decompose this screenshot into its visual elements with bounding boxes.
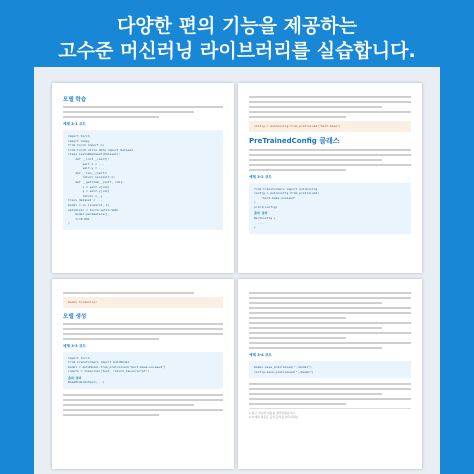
text-line bbox=[249, 106, 382, 108]
text-line bbox=[249, 393, 382, 395]
text-line bbox=[249, 398, 411, 400]
page-3-code-caption: 예제 3-3 코드 bbox=[63, 343, 86, 348]
book-page-4 bbox=[238, 279, 422, 469]
code-line: from transformers import AutoModel bbox=[68, 360, 130, 365]
code-line: BertConfig { bbox=[254, 216, 276, 221]
code-line: "bert-base-uncased" bbox=[254, 195, 296, 200]
text-line bbox=[249, 403, 346, 405]
text-line bbox=[63, 394, 223, 396]
page-3-inline-code bbox=[63, 297, 223, 308]
text-line bbox=[63, 338, 159, 340]
code-line: model = AutoModel.from_pretrained("bert-base-uncased") bbox=[68, 364, 166, 369]
text-line bbox=[63, 106, 223, 108]
code-line: BaseModelOutput(...) bbox=[68, 380, 105, 385]
page-3-heading: 모델 생성 bbox=[63, 313, 87, 320]
text-line bbox=[63, 414, 159, 416]
text-line bbox=[249, 347, 382, 349]
code-line: def __init__(self): bbox=[68, 156, 110, 161]
code-line: model.parameters(), bbox=[68, 212, 110, 217]
text-line bbox=[249, 312, 411, 314]
code-line: def __len__(self): bbox=[68, 170, 108, 175]
page-3-code-block bbox=[63, 352, 223, 390]
page-2-code-block bbox=[249, 183, 411, 234]
page-4-code-block bbox=[249, 361, 411, 378]
page-4-footnotes bbox=[249, 408, 411, 419]
code-line: ... bbox=[254, 220, 264, 225]
code-line: inputs = tokenizer(text, return_tensors="pt") bbox=[68, 369, 150, 374]
code-line: } bbox=[254, 225, 256, 230]
text-line bbox=[63, 328, 223, 330]
text-line bbox=[249, 111, 411, 113]
text-line bbox=[249, 149, 411, 151]
text-line bbox=[63, 404, 194, 406]
code-line: def __getitem__(self, idx): bbox=[68, 179, 124, 184]
text-line bbox=[249, 383, 411, 385]
page-2-inline-code bbox=[249, 121, 411, 132]
code-line: return len(self.x) bbox=[68, 175, 115, 180]
code-line: import torch bbox=[68, 134, 90, 138]
text-line bbox=[249, 388, 411, 390]
text-line bbox=[63, 409, 223, 411]
code-line: import torch bbox=[68, 355, 90, 360]
book-page-1 bbox=[52, 83, 234, 273]
page-1-code-caption: 예제 3-1 코드 bbox=[63, 122, 86, 126]
page-1-code-block bbox=[63, 130, 223, 230]
page-2-heading: PreTrainedConfig 클래스 bbox=[249, 136, 340, 145]
book-page-2 bbox=[238, 83, 422, 273]
text-line bbox=[249, 307, 411, 309]
code-line: train_dataset = ... bbox=[68, 198, 103, 203]
text-line bbox=[249, 154, 411, 156]
text-line bbox=[249, 332, 411, 334]
code-line: from torch.utils.data import Dataset bbox=[68, 147, 134, 152]
text-line bbox=[63, 111, 194, 113]
headline bbox=[0, 14, 474, 64]
code-line: from transformers import AutoConfig bbox=[254, 186, 318, 191]
text-line bbox=[249, 302, 382, 304]
text-line bbox=[249, 164, 411, 166]
output-label: 출력 결과 bbox=[68, 375, 82, 380]
footnote: 2 자세한 내용은 공식 문서를 참고하세요. bbox=[249, 415, 300, 420]
code-line: class CustomDataset(Dataset): bbox=[68, 152, 121, 157]
text-line bbox=[249, 96, 411, 98]
headline-line-1: 다양한 편의 기능을 제공하는 bbox=[116, 15, 358, 37]
book-page-3 bbox=[52, 279, 234, 469]
text-line bbox=[249, 101, 411, 103]
code-line: model.save_pretrained("./model") bbox=[254, 365, 312, 369]
page-2-code-caption: 예제 3-2 코드 bbox=[249, 174, 272, 179]
code-line: print(config) bbox=[254, 204, 278, 209]
code-line: optimizer = torch.optim.SGD( bbox=[68, 207, 119, 212]
code-line: import numpy bbox=[68, 138, 90, 143]
text-line bbox=[249, 159, 382, 161]
book-pages-panel bbox=[34, 67, 440, 474]
text-line bbox=[249, 337, 346, 339]
code-line: config.save_pretrained("./model") bbox=[254, 369, 314, 374]
headline-line-2: 고수준 머신러닝 라이브러리를 실습합니다. bbox=[58, 40, 416, 62]
text-line bbox=[249, 169, 346, 171]
code-line: return x, y bbox=[68, 193, 103, 198]
code-line: config = AutoConfig.from_pretrained( bbox=[254, 191, 320, 196]
code-line: y = self.y[idx] bbox=[68, 189, 110, 194]
code-line: self.x = ... bbox=[68, 161, 105, 166]
text-line bbox=[63, 399, 223, 401]
text-line bbox=[63, 292, 194, 294]
footnote: 1 참고 자료의 내용을 정리하였습니다. bbox=[249, 411, 296, 416]
page-1-heading: 모델 학습 bbox=[63, 97, 87, 103]
text-line bbox=[249, 327, 382, 329]
code-line: ) bbox=[68, 221, 70, 226]
text-line bbox=[249, 116, 346, 118]
text-line bbox=[63, 323, 223, 325]
text-line bbox=[249, 292, 411, 294]
code-line: lr=0.001 bbox=[68, 216, 90, 221]
code-line: x = self.x[idx] bbox=[68, 184, 110, 189]
code-line: self.y = ... bbox=[68, 166, 105, 171]
code-line: model.to(device) bbox=[68, 300, 97, 304]
text-line bbox=[63, 116, 159, 118]
text-line bbox=[249, 322, 411, 324]
code-line: config = AutoConfig.from_pretrained("bert-base") bbox=[254, 124, 341, 128]
output-label: 출력 결과 bbox=[254, 211, 268, 216]
text-line bbox=[249, 317, 346, 319]
text-line bbox=[249, 342, 411, 344]
text-line bbox=[249, 297, 411, 299]
code-line: ) bbox=[254, 200, 256, 205]
page-4-code-caption: 예제 3-4 코드 bbox=[249, 353, 272, 357]
text-line bbox=[63, 333, 223, 335]
code-line: model = nn.Linear(2, 1) bbox=[68, 202, 110, 207]
code-line: from torch import nn bbox=[68, 143, 105, 148]
